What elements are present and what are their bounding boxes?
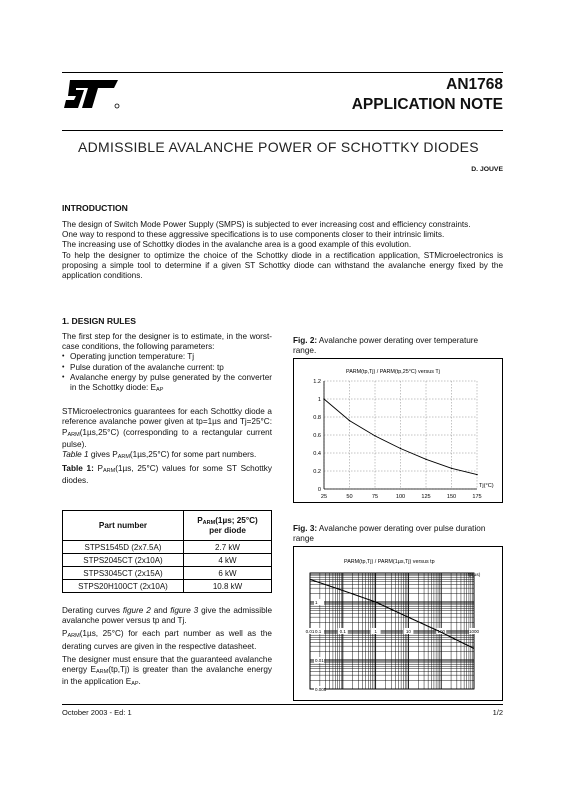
header-top-rule [62, 72, 503, 73]
param-item: • Avalanche energy by pulse generated by the converter in the Schottky diode: $E_{AP}$ [62, 373, 272, 395]
design-rules-heading: 1. DESIGN RULES [62, 316, 137, 326]
footer-date: October 2003 - Ed: 1 [62, 708, 132, 717]
left-column [62, 332, 272, 487]
doc-number: AN1768 [446, 76, 503, 93]
col-parm: $P_{ARM}(1\mu s$; 25°C) per diode [184, 511, 272, 541]
dr-p3: Table 1 gives $P_{ARM}(1\mu s,25^\circ C)$ for some part numbers. [62, 450, 257, 461]
fig2-data-point [400, 448, 401, 449]
fig2-data-point [374, 435, 375, 436]
fig3-x-tick: 1000 [468, 629, 480, 634]
fig2-x-tick: 125 [421, 494, 431, 500]
fig2-y-tick: 0.4 [313, 451, 321, 457]
dr-p1: The first step for the designer is to estimate, in the worst-case conditions, the following parameters: [62, 332, 272, 352]
fig2-y-tick: 0.8 [313, 415, 321, 421]
fig3-y-tick: 0.01 [315, 658, 324, 663]
fig3-x-tick: 0.1 [339, 629, 346, 634]
fig3-chart [294, 547, 502, 700]
st-logo [62, 78, 120, 115]
fig2-data-point [323, 398, 324, 399]
fig2-chart [294, 359, 502, 502]
intro-heading: INTRODUCTION [62, 203, 128, 213]
fig2-y-tick: 1.2 [313, 379, 321, 385]
fig3-x-tick: 10 [405, 629, 411, 634]
dr-p2: STMicroelectronics guarantees for each Schottky diode a reference avalanche power given at tp=1µs and Tj=25°C: $P_{ARM}(1\mu s,25^\circ C)$ (corresponding to a rectangular current pulse). [62, 407, 272, 449]
fig2-x-tick: 25 [320, 494, 328, 500]
table-row: STPS20H100CT (2x10A) 10.8 kW [63, 580, 272, 593]
author: D. JOUVE [471, 166, 503, 173]
fig2-y-tick: 0.6 [313, 433, 321, 439]
fig3-x-tick: 100 [437, 629, 445, 634]
fig2-x-tick: 175 [472, 494, 482, 500]
col-part-number: Part number [63, 511, 184, 541]
fig3-x-tick: 0.01 [305, 629, 315, 634]
table-row: STPS2045CT (2x10A) 4 kW [63, 554, 272, 567]
param-item: • Pulse duration of the avalanche current: tp [62, 363, 272, 373]
table-caption: Table 1: $P_{ARM}(1\mu s$, 25°C) values for some ST Schottky diodes. [62, 464, 272, 486]
intro-p1: The design of Switch Mode Power Supply (SMPS) is subjected to ever increasing cost and efficiency constraints. [62, 220, 471, 229]
fig3-series-line [310, 579, 474, 648]
parts-table [62, 510, 272, 593]
left-column-bottom [62, 606, 272, 689]
param-item: • Operating junction temperature: Tj [62, 352, 272, 362]
footer-rule [62, 704, 503, 705]
fig2-data-point [349, 420, 350, 421]
intro-p2: One way to respond to these aggressive specifications is to use components closer to their intrinsic limits. [62, 230, 445, 240]
fig2-caption: Fig. 2: Avalanche power derating over temperature range. [293, 336, 479, 356]
table-row: STPS1545D (2x7.5A) 2.7 kW [63, 541, 272, 554]
doc-type: APPLICATION NOTE [351, 96, 503, 113]
fig2-data-point [476, 474, 477, 475]
fig3-y-tick: 0.1 [315, 629, 322, 634]
fig3-y-tick: 1 [315, 600, 318, 605]
intro-body [62, 220, 503, 281]
dr-p4: Derating curves figure 2 and figure 3 give the admissible avalanche power versus tp and Tj. [62, 606, 272, 626]
fig3-chart-title: PARM(tp,Tj) / PARM(1µs,Tj) versus tp [344, 559, 435, 565]
fig2-y-tick: 0 [317, 487, 321, 493]
title-rule [62, 130, 503, 131]
param-list [62, 352, 272, 395]
fig2-x-tick: 100 [395, 494, 406, 500]
fig3-x-unit: tp(µs) [468, 573, 481, 578]
dr-p5: $P_{ARM}(1\mu s$, 25°C) for each part number as well as the derating curves are given in the respective datasheet. [62, 629, 272, 651]
fig3-caption: Fig. 3: Avalanche power derating over pulse duration range [293, 524, 486, 544]
table-row: STPS3045CT (2x15A) 6 kW [63, 567, 272, 580]
page-title: ADMISSIBLE AVALANCHE POWER OF SCHOTTKY DIODES [78, 139, 479, 155]
fig2-y-tick: 0.2 [313, 469, 321, 475]
fig2-data-point [425, 459, 426, 460]
fig2-x-tick: 150 [446, 494, 457, 500]
fig2-x-tick: 75 [371, 494, 379, 500]
fig2-chart-title: PARM(tp,Tj) / PARM(tp,25°C) versus Tj [346, 369, 440, 375]
intro-p3: The increasing use of Schottky diodes in the avalanche area is a good example of this evolution. [62, 240, 412, 250]
st-logo-icon [62, 78, 120, 110]
page-number: 1/2 [492, 708, 503, 717]
fig3-chart-frame [293, 546, 503, 701]
fig3-x-tick: 1 [374, 629, 377, 634]
fig2-data-point [451, 468, 452, 469]
fig3-y-tick: 0.001 [315, 687, 327, 692]
fig2-chart-frame [293, 358, 503, 503]
fig2-x-unit: Tj(°C) [479, 483, 494, 489]
dr-p6: The designer must ensure that the guaranteed avalanche energy $E_{ARM}(tp,Tj)$ is greater than the avalanche energy in the application $E_{AP}$. [62, 654, 272, 688]
fig2-x-tick: 50 [346, 494, 353, 500]
intro-p4: To help the designer to optimize the choice of the Schottky diode in a rectification application, STMicroelectronics is proposing a simple tool to determine if a given ST Schottky diode can withstand the avalanche energy fixed by the application conditions. [62, 250, 503, 281]
table-header-row [63, 511, 272, 541]
fig2-y-tick: 1 [317, 397, 321, 403]
